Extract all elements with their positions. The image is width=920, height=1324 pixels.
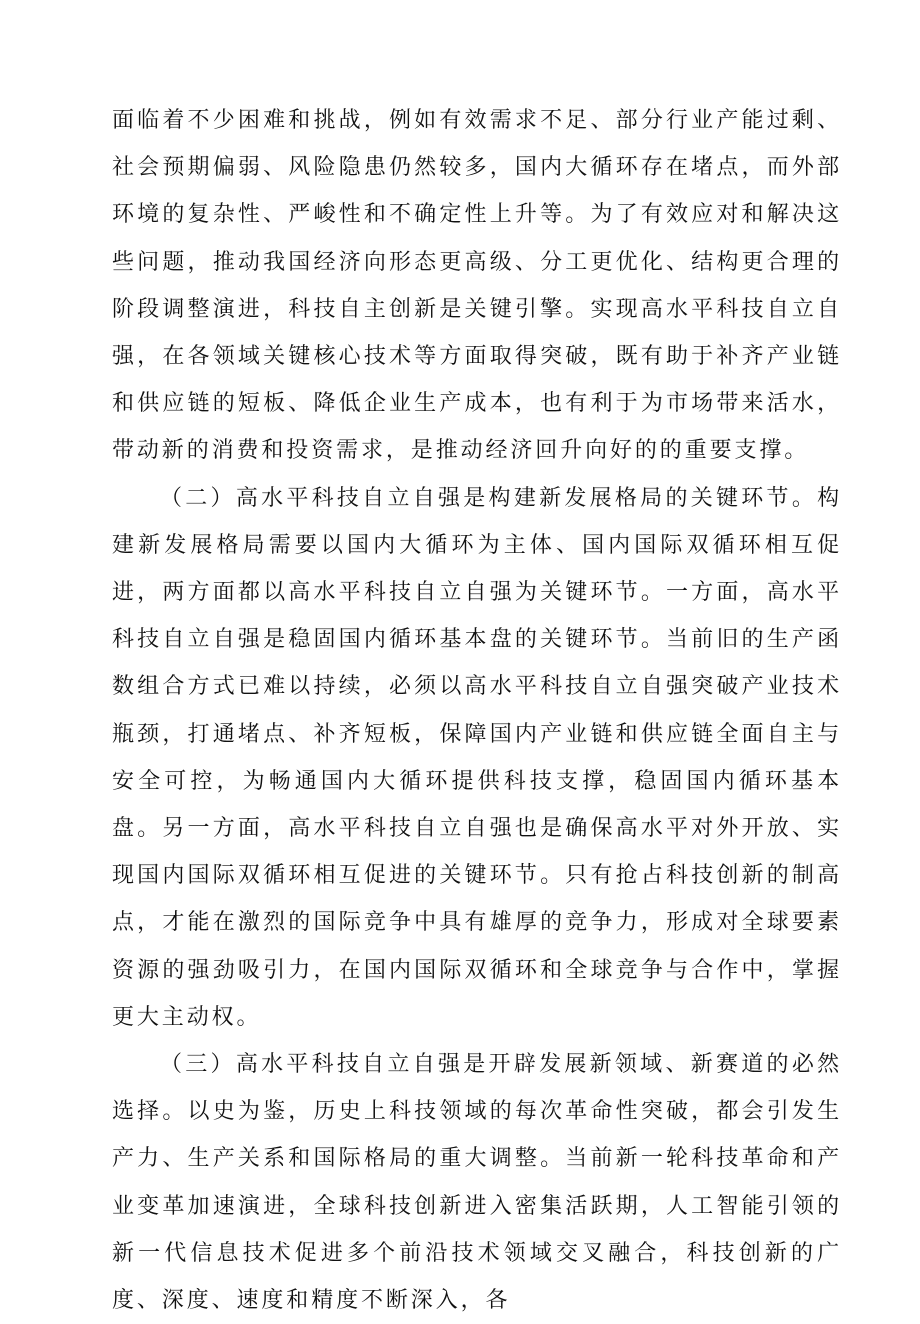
document-body bbox=[112, 97, 842, 1324]
paragraph-continuation: 面临着不少困难和挑战，例如有效需求不足、部分行业产能过剩、社会预期偏弱、风险隐患仍然较多，国内大循环存在堵点，而外部环境的复杂性、严峻性和不确定性上升等。为了有效应对和解决这些问题，推动我国经济向形态更高级、分工更优化、结构更合理的阶段调整演进，科技自主创新是关键引擎。实现高水平科技自立自强，在各领域关键核心技术等方面取得突破，既有助于补齐产业链和供应链的短板、降低企业生产成本，也有利于为市场带来活水，带动新的消费和投资需求，是推动经济回升向好的的重要支撑。 bbox=[112, 108, 842, 464]
paragraph-section-3: （三）高水平科技自立自强是开辟发展新领域、新赛道的必然选择。以史为鉴，历史上科技领域的每次革命性突破，都会引发生产力、生产关系和国际格局的重大调整。当前新一轮科技革命和产业变革加速演进，全球科技创新进入密集活跃期，人工智能引领的新一代信息技术促进多个前沿技术领域交叉融合，科技创新的广度、深度、速度和精度不断深入，各 bbox=[112, 1052, 842, 1314]
paragraph-section-2: （二）高水平科技自立自强是构建新发展格局的关键环节。构建新发展格局需要以国内大循环为主体、国内国际双循环相互促进，两方面都以高水平科技自立自强为关键环节。一方面，高水平科技自立自强是稳固国内循环基本盘的关键环节。当前旧的生产函数组合方式已难以持续，必须以高水平科技自立自强突破产业技术瓶颈，打通堵点、补齐短板，保障国内产业链和供应链全面自主与安全可控，为畅通国内大循环提供科技支撑，稳固国内循环基本盘。另一方面，高水平科技自立自强也是确保高水平对外开放、实现国内国际双循环相互促进的关键环节。只有抢占科技创新的制高点，才能在激烈的国际竞争中具有雄厚的竞争力，形成对全球要素资源的强劲吸引力，在国内国际双循环和全球竞争与合作中，掌握更大主动权。 bbox=[112, 485, 842, 1030]
